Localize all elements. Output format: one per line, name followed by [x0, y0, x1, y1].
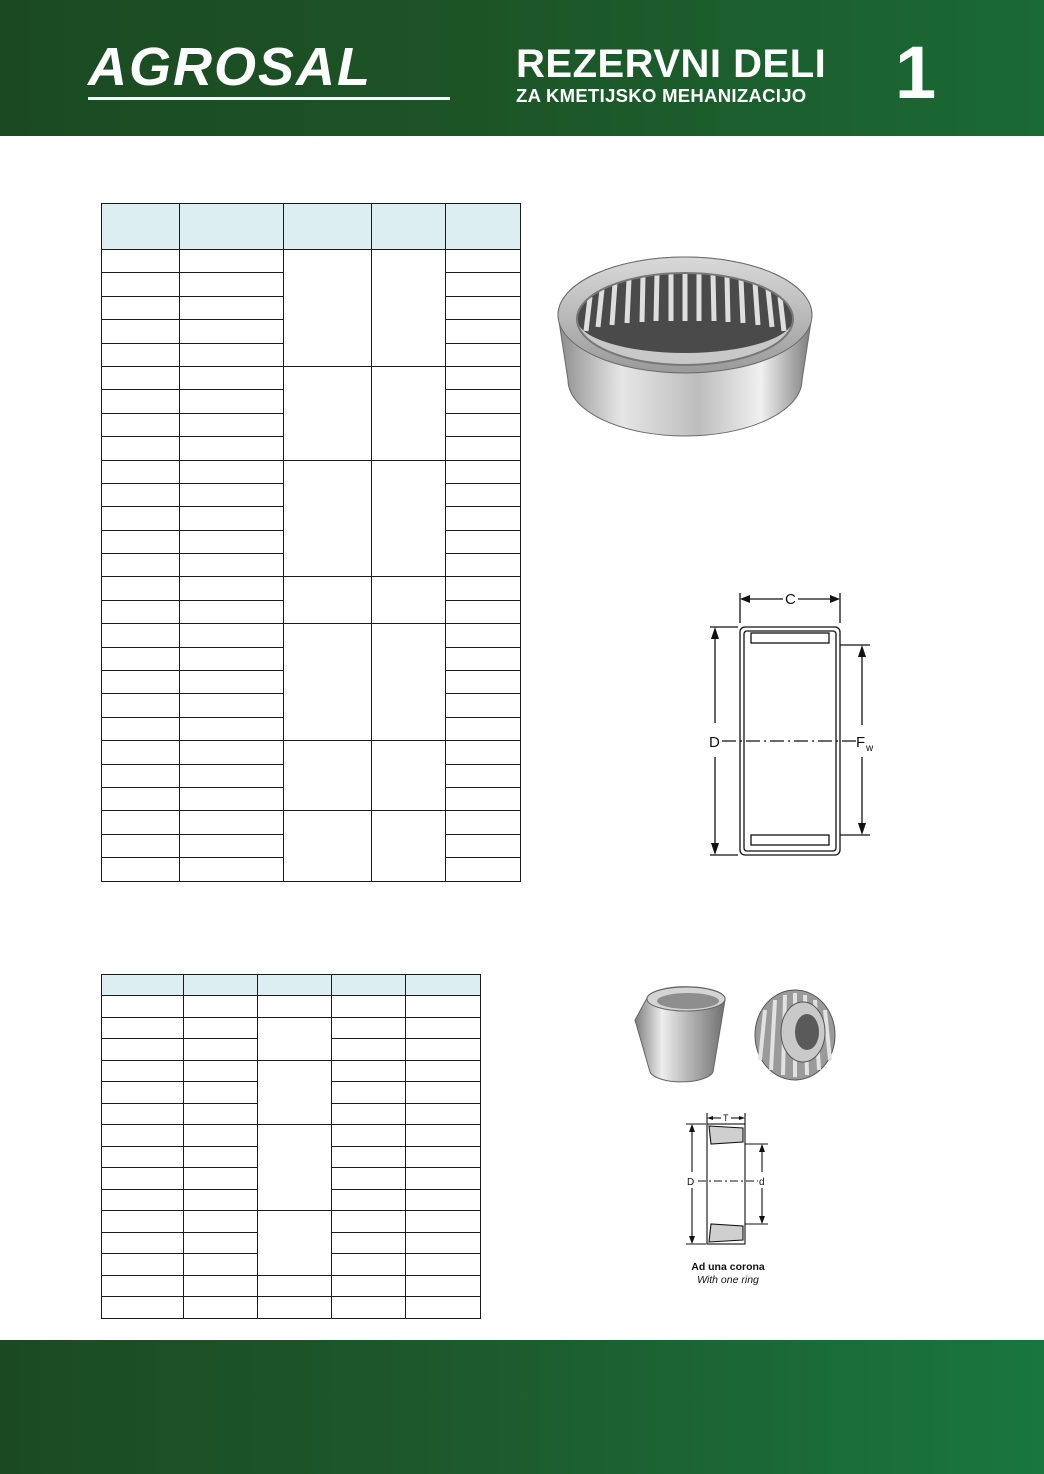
dimension-label-c: C: [785, 591, 796, 608]
page-number: 1: [895, 31, 937, 114]
dimension-label-w: w: [866, 743, 874, 754]
table-row: [102, 1275, 481, 1297]
dimension-label-d: D: [709, 734, 720, 751]
table-row: [102, 1211, 481, 1233]
table-row: [102, 811, 521, 834]
table-row: [102, 1125, 481, 1147]
table-row: [102, 460, 521, 483]
needle-bearing-table: [101, 203, 521, 882]
drawing-caption-english: With one ring: [697, 1274, 759, 1286]
needle-bearing-drawing: [700, 585, 890, 865]
needle-bearing-photo: [550, 235, 820, 445]
page-header: [0, 0, 1044, 136]
dimension-label-t: T: [723, 1113, 729, 1123]
drawing-caption-italian: Ad una corona: [691, 1261, 765, 1273]
brand-logo: AGROSAL: [88, 37, 372, 97]
page-footer: [0, 1340, 1044, 1474]
tapered-bearing-drawing: [680, 1108, 780, 1248]
table-row: [102, 624, 521, 647]
page-title: REZERVNI DELI: [516, 42, 827, 86]
dimension-label-f: F: [856, 734, 866, 751]
table-row: [102, 1017, 481, 1039]
tapered-bearing-table: [101, 974, 481, 1319]
table-row: [102, 996, 481, 1018]
table-row: [102, 741, 521, 764]
table-row: [102, 1297, 481, 1319]
table-row: [102, 250, 521, 273]
tapered-bearing-photo: [625, 980, 840, 1090]
table-row: [102, 577, 521, 600]
table-row: [102, 366, 521, 389]
table-header-row: [102, 975, 481, 996]
dimension-label-outer-d: D: [687, 1177, 695, 1188]
brand-underline: [88, 97, 450, 100]
page-subtitle: ZA KMETIJSKO MEHANIZACIJO: [516, 85, 807, 106]
table-row: [102, 1060, 481, 1082]
table-header-row: [102, 204, 521, 250]
dimension-label-inner-d: d: [759, 1177, 765, 1188]
